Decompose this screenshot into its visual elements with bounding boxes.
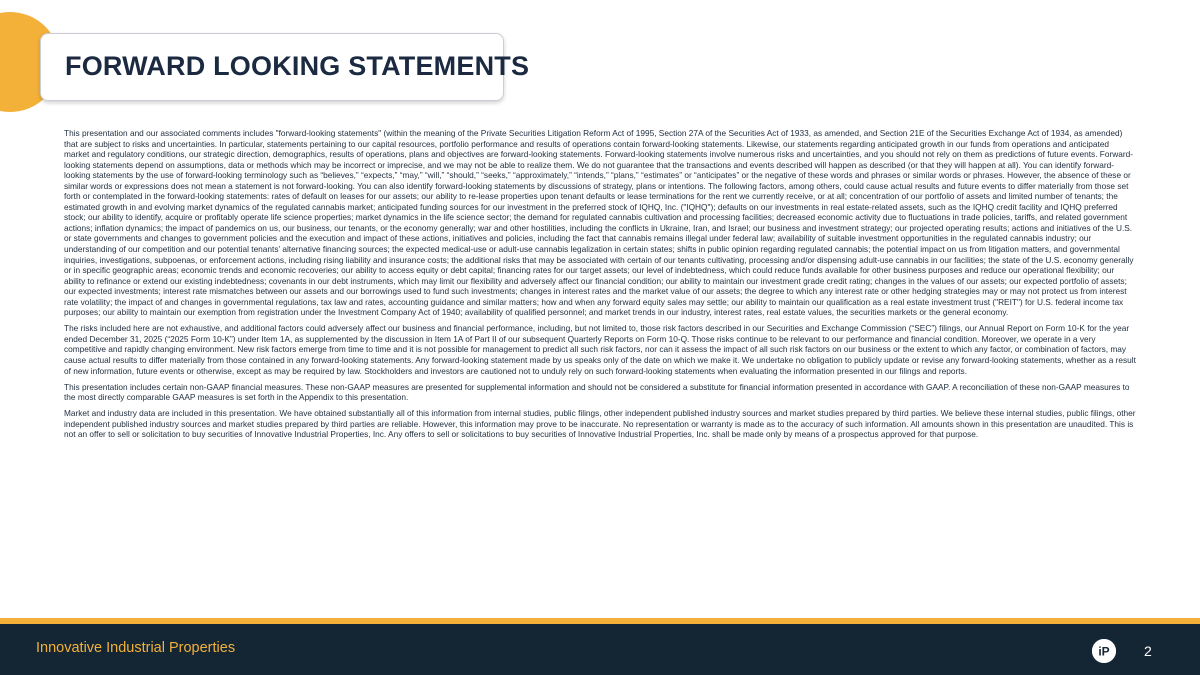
logo-text: iP	[1098, 644, 1110, 659]
company-logo-icon	[1092, 639, 1116, 663]
paragraph-risks: The risks included here are not exhaustive, and additional factors could adversely affect our business and financial performance, including, but not limited to, those risk factors described in our Securities and Exchange Commission (“SEC”) filings, our Annual Report on Form 10-K for the year ended December 31, 2025 (“2025 Form 10-K”) under Item 1A, as supplemented by the discussion in Item 1A of Part II of our subsequent Quarterly Reports on Form 10-Q. Those risks continue to be relevant to our performance and financial condition. Moreover, we operate in a very competitive and rapidly changing environment. New risk factors emerge from time to time and it is not possible for management to predict all such risk factors, nor can it assess the impact of all such risk factors on our business or the extent to which any factor, or combination of factors, may cause actual results to differ materially from those contained in any forward-looking statements. Any forward-looking statement made by us speaks only of the date on which we make it. We undertake no obligation to publicly update or revise any forward-looking statements, whether as a result of new information, future events or otherwise, except as may be required by law. Stockholders and investors are cautioned not to unduly rely on such forward-looking statements when evaluating the information presented in our filings and reports.	[64, 323, 1136, 376]
page-title: FORWARD LOOKING STATEMENTS	[65, 51, 530, 81]
paragraph-forward-looking: This presentation and our associated comments includes "forward-looking statements" (within the meaning of the Private Securities Litigation Reform Act of 1995, Section 27A of the Securities Act of 1933, as amended, and Section 21E of the Securities Exchange Act of 1934, as amended) that are subject to risks and uncertainties. In particular, statements pertaining to our capital resources, portfolio performance and results of operations contain forward-looking statements. Likewise, our statements regarding anticipated growth in our funds from operations and anticipated market and regulatory conditions, our strategic direction, demographics, results of operations, plans and objectives are forward-looking statements. Forward-looking statements involve numerous risks and uncertainties, and you should not rely on them as predictions of future events. Forward-looking statements depend on assumptions, data or methods which may be incorrect or imprecise, and we may not be able to realize them. We do not guarantee that the transactions and events described will happen as described (or that they will happen at all). You can identify forward-looking statements by the use of forward-looking terminology such as “believes,” “expects,” “may,” “will,” “should,” “seeks,” “approximately,” “intends,” “plans,” “estimates” or “anticipates” or the negative of these words and phrases or similar words or phrases. However, the absence of these or similar words or expressions does not mean a statement is not forward-looking. You can also identify forward-looking statements by discussions of strategy, plans or intentions. The following factors, among others, could cause actual results and future events to differ materially from those set forth or contemplated in the forward-looking statements: rates of default on leases for our assets; our ability to re-lease properties upon tenant defaults or lease terminations for the rent we currently receive, or at all; concentration of our portfolio of assets and limited number of tenants; the estimated growth in and evolving market dynamics of the regulated cannabis market; anticipated funding sources for our investment in the preferred stock of IQHQ, Inc. ("IQHQ"); defaults on our investments in real estate-related assets, such as the IQHQ credit facility and IQHQ preferred stock; our ability to identify, acquire or profitably operate life science properties; market dynamics in the life science sector; the demand for regulated cannabis cultivation and processing facilities; decreased economic activity due to fluctuations in trade policies, tariffs, and related government actions; inflation dynamics; the impact of pandemics on us, our business, our tenants, or the economy generally; war and other hostilities, including the conflicts in Ukraine, Iran, and Israel; our business and investment strategy; our projected operating results; actions and initiatives of the U.S. or state governments and changes to government policies and the execution and impact of these actions, initiatives and policies, including the fact that cannabis remains illegal under federal law; availability of suitable investment opportunities in the regulated cannabis industry; our understanding of our competition and our potential tenants’ alternative financing sources; the expected medical-use or adult-use cannabis legalization in certain states; shifts in public opinion regarding regulated cannabis; the potential impact on us from litigation matters, and governmental inquiries, investigations, subpoenas, or enforcement actions, including rising liability and insurance costs; the additional risks that may be associated with certain of our tenants cultivating, processing and/or dispensing adult-use cannabis in our facilities; the state of the U.S. economy generally or in specific geographic areas; economic trends and economic recoveries; our ability to access equity or debt capital; financing rates for our target assets; our level of indebtedness, which could reduce funds available for other business purposes and reduce our operational flexibility; our ability to refinance or extend our existing indebtedness; covenants in our debt instruments, which may limit our flexibility and adversely affect our financial condition; our ability to maintain our investment grade credit rating; changes in the values of our assets; our expected portfolio of assets; our expected investments; interest rate mismatches between our assets and our borrowings used to fund such investments; changes in interest rates and the market value of our assets; the degree to which any interest rate or other hedging strategies may or may not protect us from interest rate volatility; the impact of and changes in governmental regulations, tax law and rates, accounting guidance and similar matters; how and when any forward equity sales may settle; our ability to maintain our qualification as a real estate investment trust ("REIT") for U.S. federal income tax purposes; our ability to maintain our exemption from registration under the Investment Company Act of 1940; availability of qualified personnel; and market trends in our industry, interest rates, real estate values, the securities markets or the general economy.	[64, 128, 1134, 318]
paragraph-non-gaap: This presentation includes certain non-GAAP financial measures. These non-GAAP measures are presented for supplemental information and should not be considered a substitute for financial information presented in accordance with GAAP. A reconciliation of these non-GAAP measures to the most directly comparable GAAP measures is set forth in the Appendix to this presentation.	[64, 381, 1130, 403]
company-name: Innovative Industrial Properties	[36, 640, 236, 656]
page-number: 2	[1144, 643, 1152, 659]
disclaimer-body	[64, 128, 1136, 445]
paragraph-market-data: Market and industry data are included in this presentation. We have obtained substantially all of this information from internal studies, public filings, other independent published industry sources and market studies prepared by third parties. We believe these internal studies, public filings, other independent published industry sources and market studies prepared by third parties are reliable. However, this information may prove to be inaccurate. No representation or warranty is made as to the accuracy of such information. All amounts shown in this presentation are unaudited. This is not an offer to sell or solicitation to buy securities of Innovative Industrial Properties, Inc. Any offers to sell or solicitations to buy securities of Innovative Industrial Properties, Inc. shall be made only by means of a prospectus approved for that purpose.	[64, 408, 1136, 440]
title-card	[40, 33, 530, 101]
